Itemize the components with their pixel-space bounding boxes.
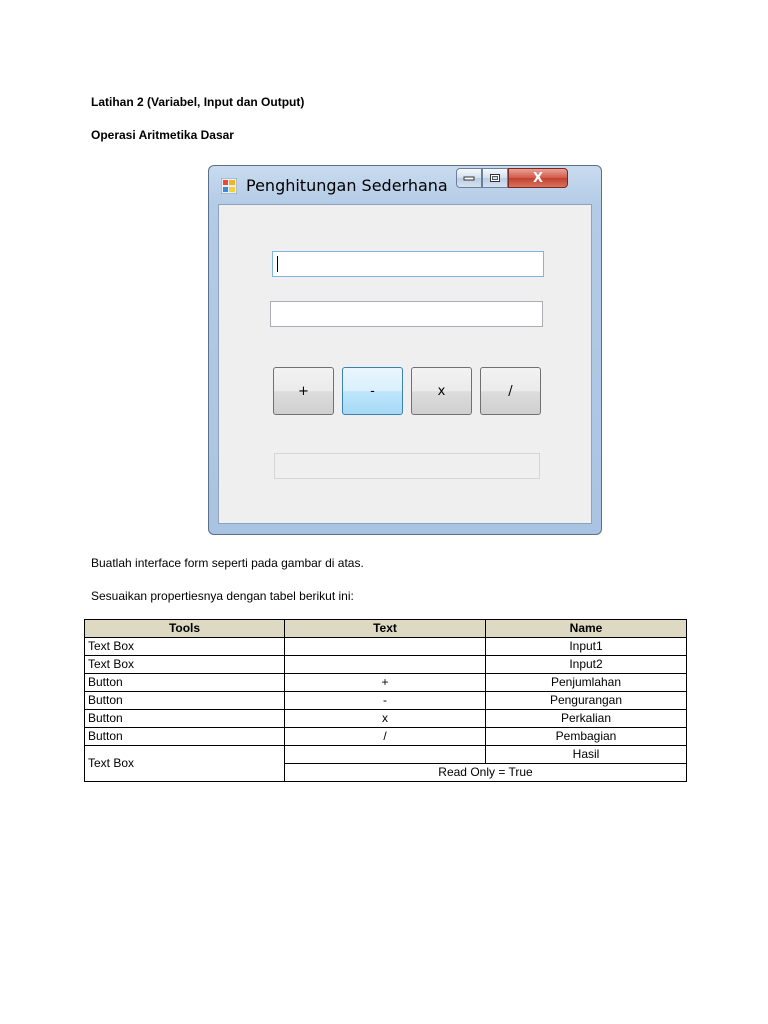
cell-tools: Text Box bbox=[85, 746, 285, 782]
multiply-button[interactable]: x bbox=[411, 367, 472, 415]
form-client-area bbox=[218, 204, 592, 524]
cell-text bbox=[285, 656, 486, 674]
table-row bbox=[85, 746, 687, 764]
cell-text bbox=[285, 638, 486, 656]
cell-text: / bbox=[285, 728, 486, 746]
cell-tools: Text Box bbox=[85, 638, 285, 656]
table-row bbox=[85, 692, 687, 710]
cell-tools: Text Box bbox=[85, 656, 285, 674]
cell-text: - bbox=[285, 692, 486, 710]
minimize-icon bbox=[463, 175, 475, 181]
close-button[interactable] bbox=[508, 168, 568, 188]
table-row bbox=[85, 674, 687, 692]
header-text: Text bbox=[285, 620, 486, 638]
table-row bbox=[85, 728, 687, 746]
cell-tools: Button bbox=[85, 710, 285, 728]
cell-name: Input2 bbox=[486, 656, 687, 674]
exercise-title: Latihan 2 (Variabel, Input dan Output) bbox=[91, 95, 305, 109]
table-header-row bbox=[85, 620, 687, 638]
input1-textbox[interactable] bbox=[272, 251, 544, 277]
maximize-button[interactable] bbox=[482, 168, 508, 188]
cell-name: Perkalian bbox=[486, 710, 687, 728]
properties-table bbox=[84, 619, 687, 782]
cell-name: Input1 bbox=[486, 638, 687, 656]
cell-tools: Button bbox=[85, 692, 285, 710]
window-controls bbox=[456, 168, 568, 190]
add-button[interactable]: + bbox=[273, 367, 334, 415]
form-window bbox=[208, 165, 602, 535]
maximize-icon bbox=[489, 173, 501, 183]
result-textbox[interactable] bbox=[274, 453, 540, 479]
cell-name: Penjumlahan bbox=[486, 674, 687, 692]
cell-name: Hasil bbox=[486, 746, 687, 764]
cell-readonly-note: Read Only = True bbox=[285, 764, 687, 782]
cell-tools: Button bbox=[85, 674, 285, 692]
input2-textbox[interactable] bbox=[270, 301, 543, 327]
divide-button[interactable]: / bbox=[480, 367, 541, 415]
instruction-paragraph: Buatlah interface form seperti pada gambar di atas. bbox=[91, 556, 364, 570]
table-intro-paragraph: Sesuaikan propertiesnya dengan tabel berikut ini: bbox=[91, 589, 354, 603]
cell-text: x bbox=[285, 710, 486, 728]
subtract-button[interactable]: - bbox=[342, 367, 403, 415]
table-row bbox=[85, 710, 687, 728]
window-title: Penghitungan Sederhana bbox=[246, 176, 448, 195]
close-icon: X bbox=[532, 170, 544, 186]
cell-name: Pengurangan bbox=[486, 692, 687, 710]
header-tools: Tools bbox=[85, 620, 285, 638]
cell-text: + bbox=[285, 674, 486, 692]
text-caret bbox=[277, 256, 278, 272]
table-row bbox=[85, 656, 687, 674]
minimize-button[interactable] bbox=[456, 168, 482, 188]
form-app-icon bbox=[221, 178, 237, 194]
cell-name: Pembagian bbox=[486, 728, 687, 746]
header-name: Name bbox=[486, 620, 687, 638]
cell-tools: Button bbox=[85, 728, 285, 746]
cell-text bbox=[285, 746, 486, 764]
section-title: Operasi Aritmetika Dasar bbox=[91, 128, 234, 142]
table-row bbox=[85, 638, 687, 656]
